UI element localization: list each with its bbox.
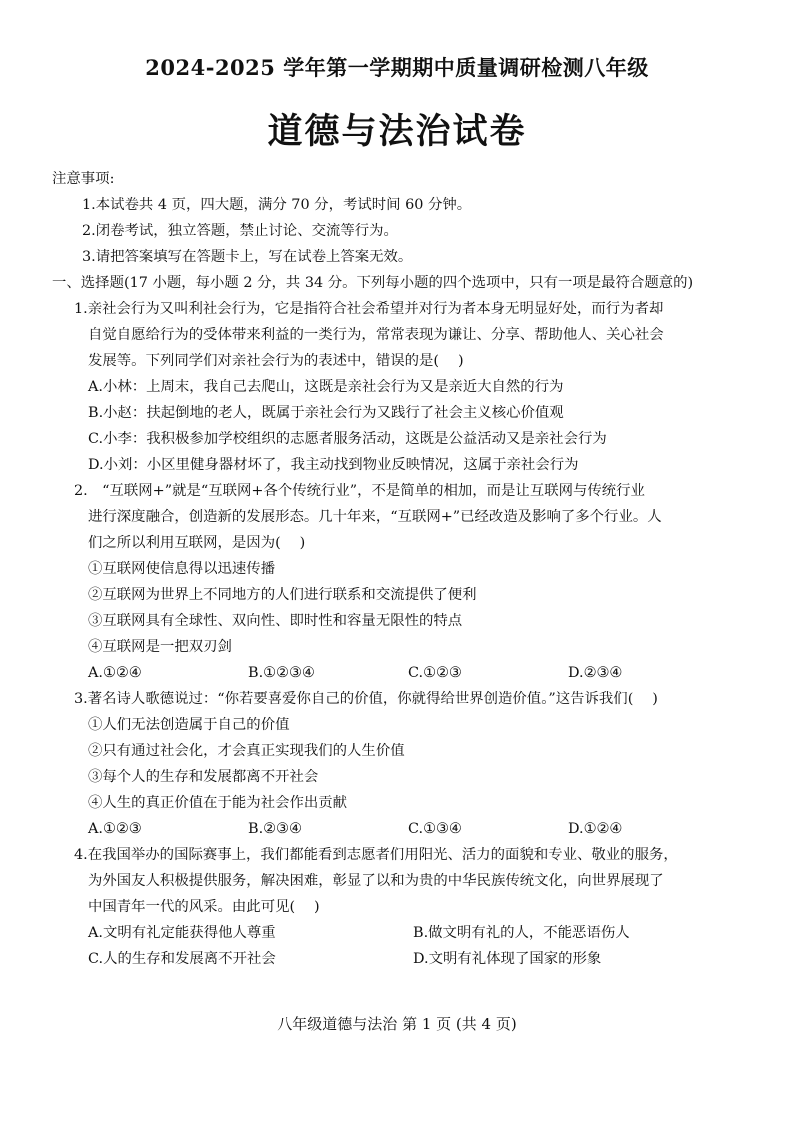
question-1-option-a: A.小林：上周末，我自己去爬山，这既是亲社会行为又是亲近大自然的行为 [88,379,564,395]
question-2-option-a: A.①②④ [88,665,142,681]
question-2-options [52,660,752,686]
page-footer: 八年级道德与法治 第 1 页 (共 4 页) [277,1015,517,1033]
question-2-option-d: D.②③④ [568,665,623,681]
note-item: 3.请把答案填写在答题卡上，写在试卷上答案无效。 [82,249,413,265]
question-4-options-row2 [52,946,752,972]
question-1-text: 自觉自愿给行为的受体带来利益的一类行为，常常表现为谦让、分享、帮助他人、关心社会 [88,327,664,343]
note-item: 1.本试卷共 4 页，四大题，满分 70 分，考试时间 60 分钟。 [82,197,472,213]
question-1 [52,296,752,478]
question-2-text: 进行深度融合，创造新的发展形态。几十年来，“互联网+”已经改造及影响了多个行业。人 [88,509,662,525]
exam-body [52,166,752,972]
question-2-statement: ②互联网为世界上不同地方的人们进行联系和交流提供了便利 [88,587,477,603]
question-3-option-d: D.①②④ [568,821,623,837]
question-3-statement: ②只有通过社会化，才会真正实现我们的人生价值 [88,743,405,759]
question-1-option-c: C.小李：我积极参加学校组织的志愿者服务活动，这既是公益活动又是亲社会行为 [88,431,607,447]
question-3-option-c: C.①③④ [408,821,462,837]
question-1-option-b: B.小赵：扶起倒地的老人，既属于亲社会行为又践行了社会主义核心价值观 [88,405,564,421]
question-2-statement: ③互联网具有全球性、双向性、即时性和容量无限性的特点 [88,613,463,629]
question-4-option-d: D.文明有礼体现了国家的形象 [413,951,602,967]
question-4-text: 中国青年一代的风采。由此可见( ) [88,899,320,915]
question-1-text: 1.亲社会行为又叫利社会行为，它是指符合社会希望并对行为者本身无明显好处，而行为者却 [74,301,664,317]
question-1-text: 发展等。下列同学们对亲社会行为的表述中，错误的是( ) [88,353,464,369]
question-3 [52,686,752,816]
question-2-text: 2. “互联网+”就是“互联网+各个传统行业”，不是简单的相加，而是让互联网与传统行业 [74,483,645,499]
exam-title-line1: 2024-2025 学年第一学期期中质量调研检测八年级 [145,55,649,80]
question-4-option-a: A.文明有礼定能获得他人尊重 [88,925,276,941]
question-3-options [52,816,752,842]
question-2-option-b: B.①②③④ [248,665,315,681]
question-2-option-c: C.①②③ [408,665,462,681]
question-2-statement: ④互联网是一把双刃剑 [88,639,232,655]
note-item: 2.闭卷考试，独立答题，禁止讨论、交流等行为。 [82,223,398,239]
question-3-statement: ①人们无法创造属于自己的价值 [88,717,290,733]
question-2-text: 们之所以利用互联网，是因为( ) [88,535,306,551]
question-2 [52,478,752,660]
notes-heading: 注意事项: [52,171,115,187]
question-4-text: 4.在我国举办的国际赛事上，我们都能看到志愿者们用阳光、活力的面貌和专业、敬业的服务， [74,847,678,863]
question-3-option-a: A.①②③ [88,821,142,837]
question-3-option-b: B.②③④ [248,821,302,837]
question-3-statement: ③每个人的生存和发展都离不开社会 [88,769,319,785]
question-4 [52,842,752,920]
question-4-option-b: B.做文明有礼的人，不能恶语伤人 [413,925,630,941]
question-2-statement: ①互联网使信息得以迅速传播 [88,561,276,577]
question-4-options-row1 [52,920,752,946]
question-4-option-c: C.人的生存和发展离不开社会 [88,951,276,967]
question-3-statement: ④人生的真正价值在于能为社会作出贡献 [88,795,348,811]
section-heading-choice: 一、选择题(17 小题，每小题 2 分，共 34 分。下列每小题的四个选项中，只有一项是最符合题意的) [52,275,694,291]
question-1-option-d: D.小刘：小区里健身器材坏了，我主动找到物业反映情况，这属于亲社会行为 [88,457,579,473]
question-4-text: 为外国友人积极提供服务，解决困难，彰显了以和为贵的中华民族传统文化，向世界展现了 [88,873,664,889]
question-3-text: 3.著名诗人歌德说过：“你若要喜爱你自己的价值，你就得给世界创造价值。”这告诉我们( ) [74,691,658,707]
exam-title-subject: 道德与法治试卷 [267,111,527,152]
